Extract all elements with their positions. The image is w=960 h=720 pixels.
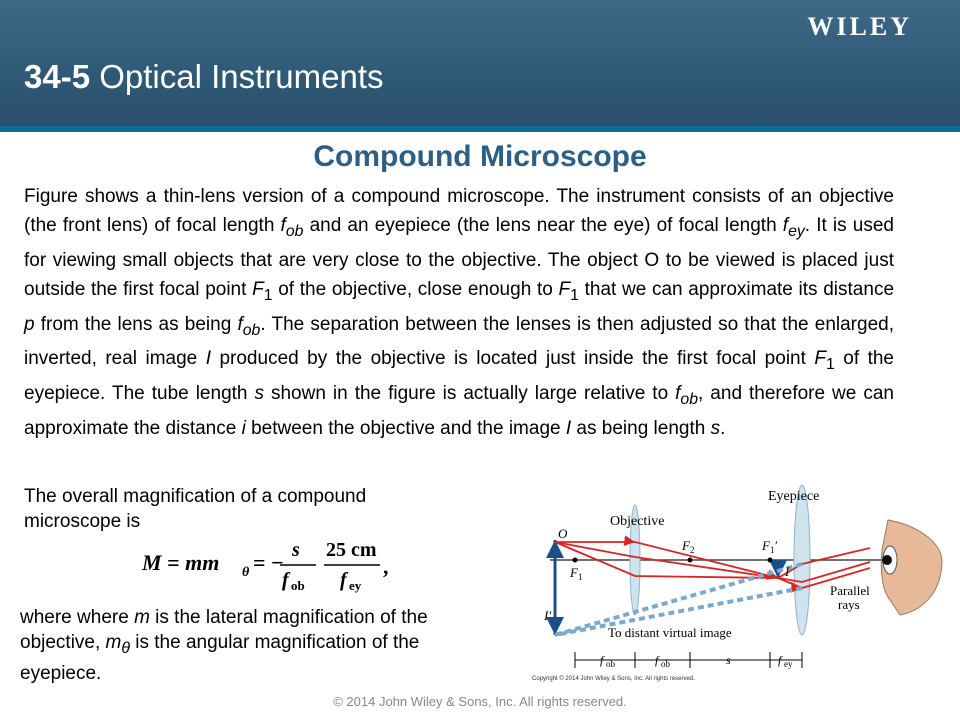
- label-F1-prime-mark: ′: [775, 538, 778, 553]
- label-F1-sub: 1: [578, 572, 583, 582]
- magnification-intro: The overall magnification of a compound microscope is: [24, 486, 367, 532]
- label-F2-sub: 2: [690, 545, 695, 555]
- parallel-label: Parallel: [830, 583, 870, 598]
- svg-text:θ: θ: [242, 565, 250, 580]
- eyepiece-label: Eyepiece: [768, 489, 820, 504]
- label-fob-2-sub: ob: [661, 659, 670, 669]
- slide-subtitle: Compound Microscope: [313, 140, 647, 173]
- eyepiece-lens: [794, 485, 810, 635]
- svg-text:f: f: [282, 569, 289, 591]
- label-F2: F: [682, 538, 690, 553]
- svg-text:M = mm: M = mm: [142, 550, 220, 575]
- wiley-logo: WILEY: [807, 12, 912, 41]
- section-title: Optical Instruments: [99, 58, 384, 95]
- page-title: [24, 58, 384, 96]
- svg-text:= −: = −: [253, 550, 284, 575]
- rays-label: rays: [838, 597, 860, 612]
- intro-paragraph: Figure shows a thin-lens version of a compound microscope. The instrument consists of an objective (the front lens) of focal length $f_{ob}$ and an eyepiece (the lens near the eye) of focal length $f_{ey}$. It is used for viewing small objects that are very close to the objective. The object O to be viewed is placed just outside the first focal point $F_1$ of the objective, close enough to $F_1$ that we can approximate its distance p from the lens as being $f_{ob}$. The separation between the lenses is then adjusted so that the enlarged, inverted, real image I produced by the objective is located just inside the first focal point $F_1$ of the eyepiece. The tube length s shown in the figure is actually large relative to $f_{ob}$, and therefore we can approximate the distance i between the objective and the image I as being length s.: [24, 186, 895, 439]
- label-I: I: [785, 564, 790, 579]
- distant-image-label: To distant virtual image: [608, 625, 732, 640]
- label-fob-2: f: [655, 653, 659, 667]
- label-fey-sub: ey: [784, 659, 793, 669]
- svg-text:,: ,: [383, 554, 389, 579]
- focal-point-f2: [688, 558, 693, 563]
- eye-icon: [881, 520, 942, 615]
- figure-copyright: Copyright © 2014 John Wiley & Sons, Inc. All rights reserved.: [532, 676, 695, 682]
- section-number: 34-5: [24, 58, 91, 95]
- label-fey: f: [778, 653, 782, 667]
- label-O: O: [558, 526, 568, 541]
- header-accent-bar: [0, 126, 960, 132]
- focal-point-f1: [573, 558, 578, 563]
- svg-text:25 cm: 25 cm: [326, 539, 377, 561]
- objective-label: Objective: [610, 514, 665, 529]
- label-fob: f: [600, 653, 604, 667]
- label-s: s: [726, 653, 731, 667]
- svg-text:ob: ob: [291, 578, 305, 593]
- focal-point-f1-prime: [768, 558, 773, 563]
- label-F1-prime: F: [762, 538, 770, 553]
- magnification-explanation: where where m is the lateral magnification of the objective, $m_\theta$ is the angular magnification of the eyepiece.: [20, 607, 428, 684]
- svg-text:s: s: [292, 539, 300, 561]
- svg-text:f: f: [340, 569, 347, 591]
- ray-1: [555, 542, 870, 588]
- svg-text:ey: ey: [349, 578, 362, 593]
- microscope-diagram: [530, 480, 950, 690]
- footer-copyright: © 2014 John Wiley & Sons, Inc. All rights reserved.: [333, 694, 627, 709]
- label-I-prime: I′: [544, 608, 552, 623]
- label-F1: F: [570, 565, 578, 580]
- label-fob-sub: ob: [606, 659, 615, 669]
- label-F1-prime-sub: 1: [770, 545, 775, 555]
- magnification-equation: [140, 534, 400, 594]
